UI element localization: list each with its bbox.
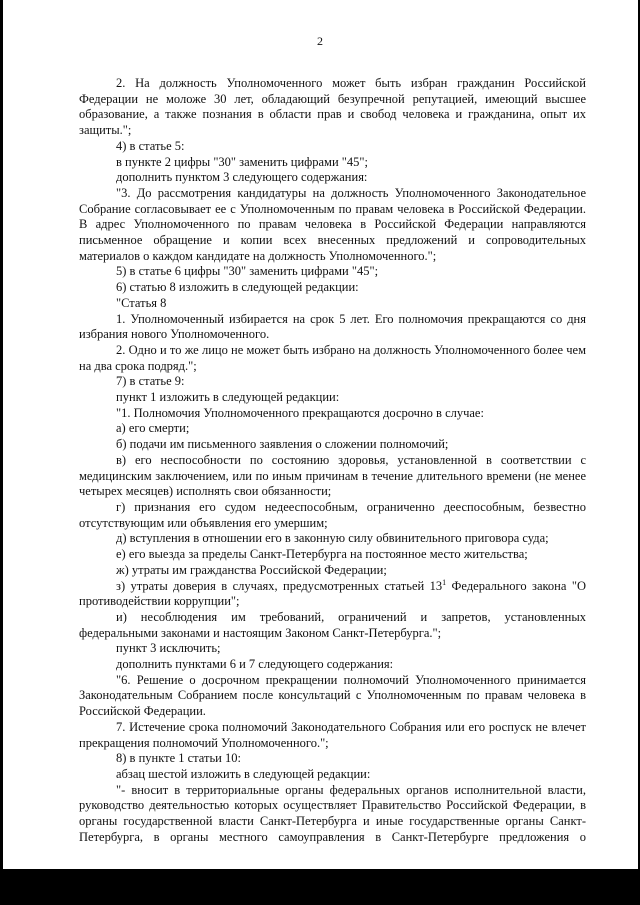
paragraph: "1. Полномочия Уполномоченного прекращаются досрочно в случае:	[116, 405, 484, 420]
list-item-text: з) утраты доверия в случаях, предусмотренных статьей 13	[116, 578, 443, 593]
list-item-text: Федерального закона "О противодействии коррупции";	[79, 578, 586, 609]
paragraph: дополнить пунктом 3 следующего содержания:	[116, 170, 368, 185]
list-item	[79, 579, 586, 610]
paragraph: "3. До рассмотрения кандидатуры на должность Уполномоченного Законодательное Собрание согласовывает ее с Уполномоченным по правам человека в Российской Федерации. В адрес Уполномоченного по правам человека в Российской Федерации направляются письменное обращение и копии всех внесенных предложений и сопроводительных материалов о каждом кандидате на должность Уполномоченного.";	[79, 185, 586, 263]
list-item: д) вступления в отношении его в законную силу обвинительного приговора суда;	[116, 531, 549, 546]
paragraph: "6. Решение о досрочном прекращении полномочий Уполномоченного принимается Законодательным Собранием после консультаций с Уполномоченным по правам человека в Российской Федерации.	[79, 672, 586, 719]
document-body	[79, 76, 586, 845]
paragraph: в пункте 2 цифры "30" заменить цифрами "45";	[116, 154, 368, 169]
paragraph: 1. Уполномоченный избирается на срок 5 лет. Его полномочия прекращаются со дня избрания нового Уполномоченного.	[79, 311, 586, 342]
list-item: и) несоблюдения им требований, ограничений и запретов, установленных федеральными законами и настоящим Законом Санкт-Петербурга.";	[79, 609, 586, 640]
superscript: 1	[442, 577, 447, 587]
article-heading: "Статья 8	[116, 295, 167, 310]
scan-border-bottom	[0, 869, 640, 905]
list-item: а) его смерти;	[116, 421, 190, 436]
paragraph: абзац шестой изложить в следующей редакции:	[116, 766, 371, 781]
paragraph: 6) статью 8 изложить в следующей редакции:	[116, 280, 359, 295]
list-item: в) его неспособности по состоянию здоровья, установленной в соответствии с медицинским заключением, или по иным причинам в течение длительного времени (не менее четырех месяцев) исполнять свои обязанности;	[79, 452, 586, 499]
paragraph: дополнить пунктами 6 и 7 следующего содержания:	[116, 657, 394, 672]
paragraph: 7. Истечение срока полномочий Законодательного Собрания или его роспуск не влечет прекращения полномочий Уполномоченного.";	[79, 719, 586, 750]
paragraph: пункт 3 исключить;	[116, 641, 221, 656]
list-item: б) подачи им письменного заявления о сложении полномочий;	[116, 437, 449, 452]
page-number: 2	[317, 34, 323, 48]
paragraph: 7) в статье 9:	[116, 374, 185, 389]
list-item: ж) утраты им гражданства Российской Федерации;	[116, 562, 387, 577]
paragraph: 8) в пункте 1 статьи 10:	[116, 751, 241, 766]
list-item: е) его выезда за пределы Санкт-Петербурга на постоянное место жительства;	[116, 547, 528, 562]
list-item: г) признания его судом недееспособным, ограниченно дееспособным, безвестно отсутствующим или объявления его умершим;	[79, 499, 586, 530]
scan-border-left	[0, 0, 3, 905]
paragraph: 2. Одно и то же лицо не может быть избрано на должность Уполномоченного более чем на два срока подряд.";	[79, 342, 586, 373]
paragraph: пункт 1 изложить в следующей редакции:	[116, 390, 340, 405]
paragraph: 5) в статье 6 цифры "30" заменить цифрами "45";	[116, 264, 379, 279]
paragraph: 2. На должность Уполномоченного может быть избран гражданин Российской Федерации не моложе 30 лет, обладающий безупречной репутацией, имеющий высшее образование, а также познания в области прав и свобод человека и гражданина, опыт их защиты.";	[79, 76, 586, 138]
paragraph: "- вносит в территориальные органы федеральных органов исполнительной власти, руководство деятельностью которых осуществляет Правительство Российской Федерации, в органы государственной власти Санкт-Петербурга и иные государственные органы Санкт-Петербурга, в органы местного самоуправления в Санкт-Петербурге предложения о	[79, 782, 586, 844]
paragraph: 4) в статье 5:	[116, 138, 185, 153]
